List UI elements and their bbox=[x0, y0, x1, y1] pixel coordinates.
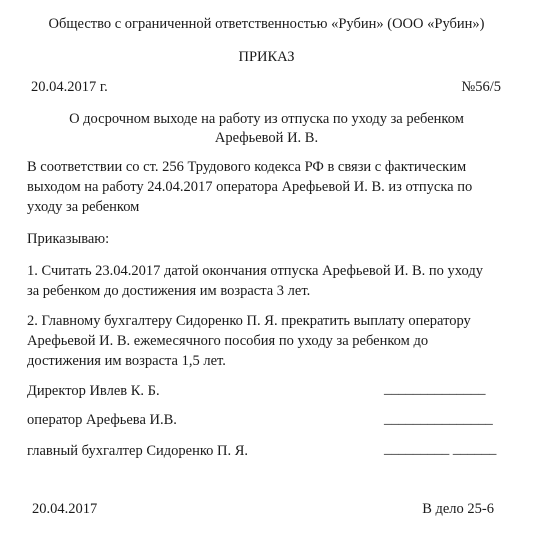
item-2-line-2: Арефьевой И. В. ежемесячного пособия по уходу за ребенком до bbox=[27, 333, 429, 349]
signature-line-accountant: _________ ______ bbox=[384, 441, 497, 457]
organization-name: Общество с ограниченной ответственностью «Рубин» (ООО «Рубин») bbox=[48, 16, 485, 32]
signature-name-operator: оператор Арефьева И.В. bbox=[27, 412, 177, 428]
item-1-line-1: 1. Считать 23.04.2017 датой окончания отпуска Арефьевой И. В. по уходу bbox=[27, 263, 483, 279]
subject-line-1: О досрочном выходе на работу из отпуска по уходу за ребенком bbox=[69, 111, 464, 127]
item-2-line-1: 2. Главному бухгалтеру Сидоренко П. Я. прекратить выплату оператору bbox=[27, 313, 471, 329]
preamble-line-2: выходом на работу 24.04.2017 оператора Арефьевой И. В. из отпуска по bbox=[27, 179, 473, 195]
footer-filing-note: В дело 25-6 bbox=[422, 501, 494, 517]
item-2-line-3: достижения им возраста 1,5 лет. bbox=[27, 353, 226, 369]
subject-line-2: Арефьевой И. В. bbox=[214, 130, 319, 146]
order-word: Приказываю: bbox=[27, 231, 110, 247]
preamble-line-1: В соответствии со ст. 256 Трудового кодекса РФ в связи с фактическим bbox=[27, 159, 467, 175]
signature-line-director: ______________ bbox=[384, 381, 486, 397]
preamble-line-3: уходу за ребенком bbox=[27, 199, 140, 215]
signature-line-operator: _______________ bbox=[384, 411, 493, 427]
signature-name-accountant: главный бухгалтер Сидоренко П. Я. bbox=[27, 443, 249, 459]
signature-name-director: Директор Ивлев К. Б. bbox=[27, 383, 160, 399]
document-type-title: ПРИКАЗ bbox=[238, 49, 295, 65]
document-number: №56/5 bbox=[461, 79, 501, 95]
document-date: 20.04.2017 г. bbox=[31, 79, 108, 95]
item-1-line-2: за ребенком до достижения им возраста 3 лет. bbox=[27, 283, 311, 299]
footer-date: 20.04.2017 bbox=[32, 501, 98, 517]
